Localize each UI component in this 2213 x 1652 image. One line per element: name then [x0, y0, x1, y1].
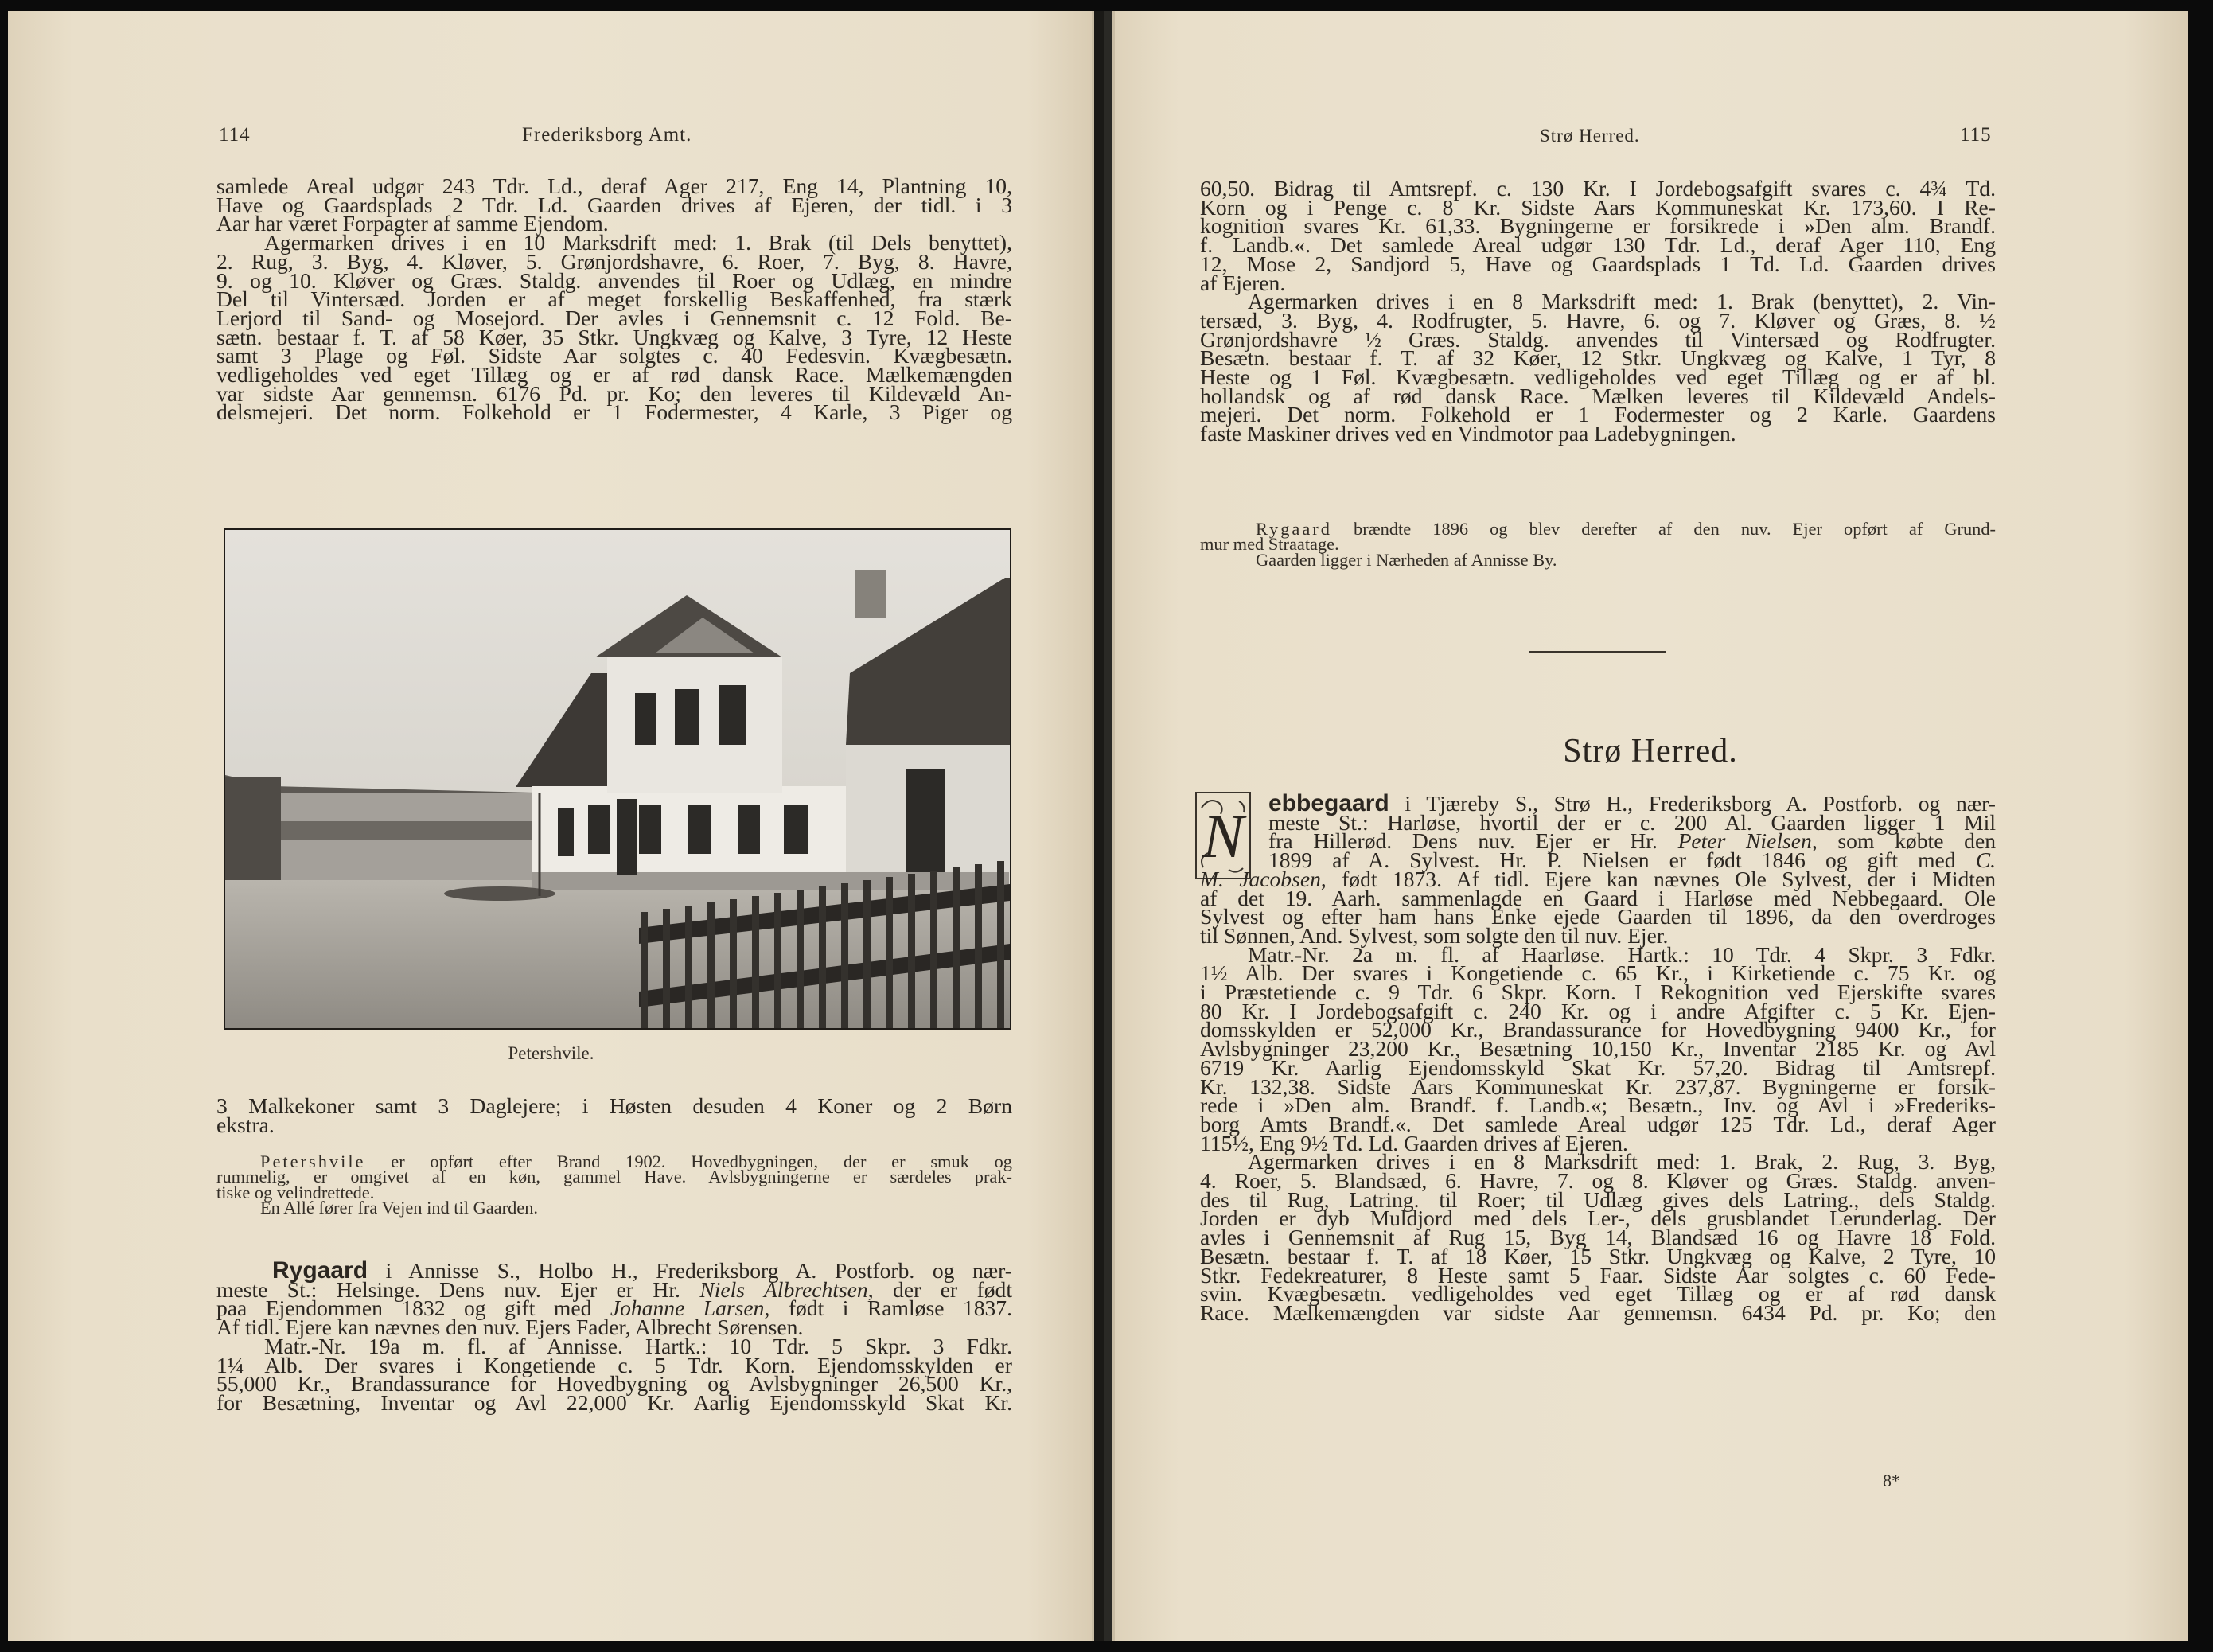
- text-line: til Sønnen, And. Sylvest, som solgte den til nuv. Ejer.: [1200, 922, 1669, 948]
- left-text-after-photo: [216, 1093, 1012, 1137]
- text-line: Avlsbygninger 23,200 Kr., Besætning 10,150 Kr., Inventar 2185 Kr. og Avl: [1200, 1036, 1996, 1062]
- dropcap-letter: N: [1202, 801, 1245, 871]
- text-line: 6719 Kr. Aarlig Ejendomsskyld Skat Kr. 57,20. Bidrag til Amtsrepf.: [1200, 1054, 1996, 1080]
- text-line: Agermarken drives i en 10 Marksdrift med: 1. Brak (til Dels benyttet),: [264, 230, 1012, 255]
- text-line: i Annisse S., Holbo H., Frederiksborg A. Postforb. og nær-: [368, 1258, 1012, 1283]
- text-line: 1½ Alb. Der svares i Kongetiende c. 65 Kr., i Kirketiende c. 75 Kr. og: [1200, 960, 1996, 986]
- text-line: i Tjæreby S., Strø H., Frederiksborg A. Postforb. og nær-: [1389, 791, 1996, 816]
- rygaard-entry: [216, 1257, 1013, 1415]
- text-line: Matr.-Nr. 19a m. fl. af Annisse. Hartk.: 10 Tdr. 5 Skpr. 3 Fdkr.: [264, 1333, 1012, 1358]
- text-line: Grønjordshavre ½ Græs. Staldg. anvendes til Vintersæd og Rodfrugter.: [1200, 326, 1996, 352]
- entry-title: ebbegaard: [1268, 790, 1389, 816]
- text-line: , der er født: [867, 1276, 1012, 1302]
- text-line: var sidste Aar gennemsn. 6176 Pd. pr. Ko; den leveres til Kildevæld An-: [216, 380, 1012, 406]
- text-line: , født i Ramløse 1837.: [764, 1295, 1013, 1321]
- text-line: Agermarken drives i en 8 Marksdrift med: 1. Brak, 2. Rug, 3. Byg,: [1248, 1149, 1996, 1175]
- text-line: kognition svares Kr. 61,33. Bygningerne er forsikrede i »Den alm. Brandf.: [1200, 213, 1996, 239]
- text-line: rede i »Den alm. Brandf. f. Landb.«; Besætn., Inv. og Avl i »Frederiks-: [1200, 1093, 1996, 1118]
- text-line: Aar har været Forpagter af samme Ejendom.: [216, 211, 609, 236]
- running-head-left: Frederiksborg Amt.: [522, 124, 692, 146]
- text-line: Besætn. bestaar f. T. af 18 Køer, 15 Stkr. Ungkvæg og Kalve, 2 Tyre, 10: [1200, 1243, 1996, 1268]
- text-line: 2. Rug, 3. Byg, 4. Kløver, 5. Grønjordshavre, 6. Roer, 7. Byg, 8. Havre,: [216, 248, 1012, 274]
- text-line: 115½, Eng 9½ Td. Ld. Gaarden drives af Ejeren.: [1200, 1130, 1628, 1155]
- owner-name: Niels Albrechtsen: [699, 1276, 868, 1302]
- text-line: tersæd, 3. Byg, 4. Rodfrugter, 5. Havre, 6. og 7. Kløver og Græs, 8. ½: [1200, 307, 1996, 333]
- note-name: Rygaard: [1256, 519, 1332, 539]
- running-head-right: Strø Herred.: [1540, 126, 1640, 146]
- text-line: hollandsk og af rød dansk Race. Mælken leveres til Kildevæld Andels-: [1200, 383, 1996, 408]
- text-line: Agermarken drives i en 8 Marksdrift med: 1. Brak (benyttet), 2. Vin-: [1248, 289, 1996, 314]
- wife-name: M. Jacobsen: [1200, 866, 1321, 891]
- text-line: , født 1873. Af tidl. Ejere kan nævnes Ole Sylvest, der i Midten: [1320, 866, 1996, 891]
- photo-caption: Petershvile.: [508, 1043, 594, 1063]
- text-line: borg Amts Brandf.«. Det samlede Areal udgør 125 Tdr. Ld., deraf Ager: [1200, 1111, 1996, 1136]
- text-line: En Allé fører fra Vejen ind til Gaarden.: [260, 1198, 538, 1218]
- text-line: Kr. 132,38. Sidste Aars Kommuneskat Kr. 237,87. Bygningerne er forsik-: [1200, 1073, 1996, 1099]
- text-line: Del til Vintersæd. Jorden er af meget forskellig Beskaffenhed, fra stærk: [216, 286, 1012, 312]
- text-line: 12, Mose 2, Sandjord 5, Have og Gaardsplads 1 Td. Ld. Gaarden drives: [1200, 251, 1996, 276]
- text-line: af Ejeren.: [1200, 270, 1286, 295]
- text-line: Lerjord til Sand- og Mosejord. Der avles i Gennemsnit c. 12 Fold. Be-: [216, 305, 1012, 330]
- text-line: Heste og 1 Føl. Kvægbesætn. vedligeholdes ved eget Tillæg og er af bl.: [1200, 364, 1996, 390]
- note-name: Petershvile: [260, 1151, 366, 1171]
- text-line: Matr.-Nr. 2a m. fl. af Haarløse. Hartk.: 10 Tdr. 4 Skpr. 3 Fdkr.: [1248, 941, 1996, 967]
- text-line: brændte 1896 og blev derefter af den nuv. Ejer opført af Grund-: [1331, 519, 1996, 539]
- text-line: ekstra.: [216, 1112, 275, 1137]
- text-line: meste St.: Harløse, hvortil der er c. 200 Al. Gaarden ligger 1 Mil: [1268, 809, 1996, 835]
- text-line: af det 19. Aarh. sammenlagde en Gaard i Harløse med Nebbegaard. Ole: [1200, 885, 1996, 910]
- text-line: Sylvest og efter ham hans Enke ejede Gaarden til 1896, da den overdroges: [1200, 904, 1996, 929]
- text-line: Have og Gaardsplads 2 Tdr. Ld. Gaarden drives af Ejeren, der tidl. i 3: [216, 192, 1012, 217]
- text-line: 1¼ Alb. Der svares i Kongetiende c. 5 Tdr. Korn. Ejendomsskylden er: [216, 1352, 1012, 1377]
- text-line: 9. og 10. Kløver og Græs. Staldg. anvendes til Roer og Udlæg, en mindre: [216, 267, 1012, 293]
- text-line: 4. Roer, 5. Blandsæd, 6. Havre, 7. og 8. Kløver og Græs. Staldg. anven-: [1200, 1168, 1996, 1194]
- text-line: er opført efter Brand 1902. Hovedbygningen, der er smuk og: [365, 1151, 1012, 1171]
- text-line: vedligeholdes ved eget Tillæg og er af rød dansk Race. Mælkemængden: [216, 362, 1012, 388]
- text-line: samlede Areal udgør 243 Tdr. Ld., deraf Ager 217, Eng 14, Plantning 10,: [216, 173, 1012, 198]
- right-text-top: [1200, 176, 1996, 446]
- text-line: meste St.: Helsinge. Dens nuv. Ejer er Hr.: [216, 1276, 700, 1302]
- text-line: Korn og i Penge c. 8 Kr. Sidste Aars Kommuneskat Kr. 173,60. I Re-: [1200, 194, 1996, 220]
- text-line: Jorden er dyb Muldjord med dels Ler-, dels grusblandet Lerunderlag. Der: [1200, 1206, 1996, 1231]
- text-line: 80 Kr. I Jordebogsafgift c. 240 Kr. og i andre Afgifter c. 5 Kr. Ejen-: [1200, 998, 1996, 1023]
- text-line: des til Rug, Latring. til Roer; til Udlæg gives dels Latring., dels Staldg.: [1200, 1186, 1996, 1212]
- entry-title: Rygaard: [272, 1257, 368, 1284]
- text-line: 60,50. Bidrag til Amtsrepf. c. 130 Kr. I Jordebogsafgift svares c. 4¾ Td.: [1200, 176, 1996, 201]
- text-line: 55,000 Kr., Brandassurance for Hovedbygning og Avlsbygninger 26,500 Kr.,: [216, 1371, 1012, 1397]
- text-line: for Besætning, Inventar og Avl 22,000 Kr. Aarlig Ejendomsskyld Skat Kr.: [216, 1389, 1012, 1415]
- text-line: mur med Straatage.: [1200, 534, 1339, 555]
- text-line: paa Ejendommen 1832 og gift med: [216, 1295, 610, 1321]
- text-line: rummelig, er omgivet af en køn, gammel Have. Avlsbygningerne er særdeles prak-: [216, 1167, 1012, 1187]
- text-line: Besætn. bestaar f. T. af 32 Køer, 12 Stkr. Ungkvæg og Kalve, 1 Tyr, 8: [1200, 345, 1996, 371]
- owner-name: Peter Nielsen: [1677, 828, 1812, 854]
- text-line: f. Landb.«. Det samlede Areal udgør 130 Tdr. Ld., deraf Ager 110, Eng: [1200, 232, 1996, 258]
- book-spine: [1094, 11, 1104, 1641]
- section-divider: [1529, 651, 1666, 653]
- text-line: Gaarden ligger i Nærheden af Annisse By.: [1256, 549, 1557, 570]
- text-line: i Præstetiende c. 9 Tdr. 6 Skpr. Korn. I Rekognition ved Ejerskifte svares: [1200, 980, 1996, 1005]
- left-footnote: [216, 1151, 1012, 1218]
- text-line: samt 3 Plage og Føl. Sidste Aar solgtes c. 40 Fedesvin. Kvægbesætn.: [216, 343, 1012, 368]
- page-number-right: 115: [1960, 124, 1992, 146]
- signature-mark: 8*: [1883, 1471, 1900, 1490]
- text-line: , som købte den: [1811, 828, 1996, 854]
- right-footnote: [1200, 519, 1996, 570]
- page-number-left: 114: [219, 124, 251, 146]
- text-line: Race. Mælkemængden var sidste Aar gennemsn. 6434 Pd. pr. Ko; den: [1200, 1299, 1996, 1325]
- nebbegaard-entry: [1200, 790, 1996, 1325]
- wife-name: C.: [1975, 847, 1996, 873]
- farmhouse-photo: [224, 528, 1011, 1030]
- text-line: svin. Kvægbesætn. vedligeholdes ved eget Tillæg og er af rød dansk: [1200, 1281, 1996, 1307]
- text-line: fra Hillerød. Dens nuv. Ejer er Hr.: [1268, 828, 1678, 854]
- text-line: tiske og velindrettede.: [216, 1182, 375, 1202]
- text-line: avles i Gennemsnit af Rug 15, Byg 14, Blandsæd 16 og Havre 18 Fold.: [1200, 1225, 1996, 1250]
- text-line: mejeri. Det norm. Folkehold er 1 Fodermester og 2 Karle. Gaardens: [1200, 402, 1996, 427]
- text-line: Af tidl. Ejere kan nævnes den nuv. Ejers Fader, Albrecht Sørensen.: [216, 1315, 804, 1340]
- wife-name: Johanne Larsen: [610, 1295, 765, 1321]
- left-text-top: [216, 173, 1012, 425]
- text-line: delsmejeri. Det norm. Folkehold er 1 Fodermester, 4 Karle, 3 Piger og: [216, 399, 1012, 425]
- text-line: sætn. bestaar f. T. af 58 Køer, 35 Stkr. Ungkvæg og Kalve, 3 Tyre, 12 Heste: [216, 324, 1012, 349]
- text-line: 1899 af A. Sylvest. Hr. P. Nielsen er født 1846 og gift med: [1268, 847, 1976, 873]
- text-line: faste Maskiner drives ved en Vindmotor paa Ladebygningen.: [1200, 421, 1736, 446]
- section-title: Strø Herred.: [1563, 733, 1738, 770]
- book-spine-shadow: [1104, 11, 1112, 1641]
- text-line: 3 Malkekoner samt 3 Daglejere; i Høsten desuden 4 Koner og 2 Børn: [216, 1093, 1012, 1118]
- text-line: domsskylden er 52,000 Kr., Brandassurance for Hovedbygning 9400 Kr., for: [1200, 1017, 1996, 1042]
- text-line: Stkr. Fedekreaturer, 8 Heste samt 5 Faar. Sidste Aar solgtes c. 60 Fede-: [1200, 1262, 1996, 1288]
